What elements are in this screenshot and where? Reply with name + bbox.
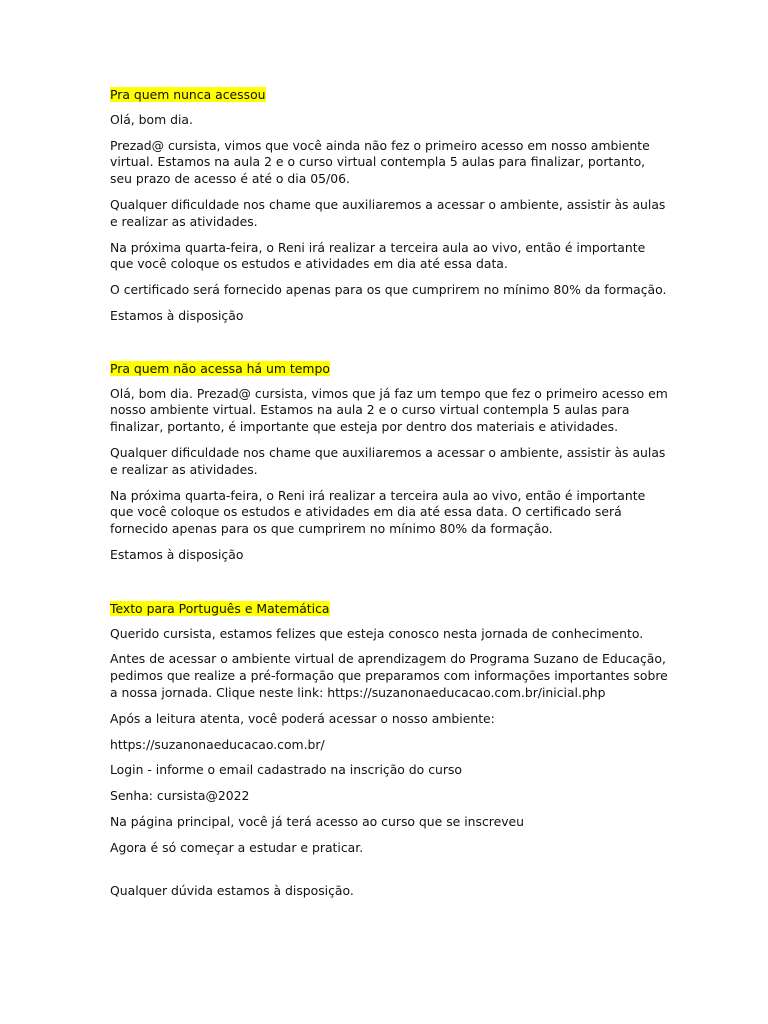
section-heading-portuguese-math: Texto para Português e Matemática <box>110 600 330 616</box>
paragraph: Olá, bom dia. Prezad@ cursista, vimos que já faz um tempo que fez o primeiro acesso em nosso ambiente virtual. Estamos na aula 2 e o curso virtual contempla 5 aulas para finalizar, portanto, é importante que esteja por dentro dos materiais e atividades. <box>110 385 668 435</box>
paragraph: Querido cursista, estamos felizes que esteja conosco nesta jornada de conhecimento. <box>110 625 644 641</box>
section-inactive-for-a-while <box>110 361 670 564</box>
section-heading-inactive: Pra quem não acessa há um tempo <box>110 360 330 376</box>
paragraph: Após a leitura atenta, você poderá acessar o nosso ambiente: <box>110 710 495 726</box>
spacer <box>110 334 670 361</box>
paragraph: Qualquer dificuldade nos chame que auxiliaremos a acessar o ambiente, assistir às aulas e realizar as atividades. <box>110 444 666 477</box>
paragraph: Prezad@ cursista, vimos que você ainda não fez o primeiro acesso em nosso ambiente virtual. Estamos na aula 2 e o curso virtual contempla 5 aulas para finalizar, portanto, seu prazo de acesso é até o dia 05/06. <box>110 137 650 187</box>
spacer <box>110 866 670 883</box>
paragraph: O certificado será fornecido apenas para os que cumprirem no mínimo 80% da formação. <box>110 282 667 298</box>
password-text: Senha: cursista@2022 <box>110 788 250 804</box>
paragraph: Qualquer dificuldade nos chame que auxiliaremos a acessar o ambiente, assistir às aulas e realizar as atividades. <box>110 196 666 229</box>
closing-line: Qualquer dúvida estamos à disposição. <box>110 882 354 898</box>
paragraph: Olá, bom dia. <box>110 111 193 127</box>
paragraph: Na próxima quarta-feira, o Reni irá realizar a terceira aula ao vivo, então é importante que você coloque os estudos e atividades em dia até essa data. <box>110 239 646 272</box>
login-instruction: Login - informe o email cadastrado na inscrição do curso <box>110 762 462 778</box>
section-portuguese-math <box>110 601 670 900</box>
paragraph: Estamos à disposição <box>110 546 244 562</box>
section-never-accessed <box>110 87 670 325</box>
url-text: https://suzanonaeducacao.com.br/ <box>110 736 325 752</box>
paragraph: Na próxima quarta-feira, o Reni irá realizar a terceira aula ao vivo, então é importante que você coloque os estudos e atividades em dia até essa data. O certificado será fornecido apenas para os que cumprirem no mínimo 80% da formação. <box>110 487 646 537</box>
paragraph: Agora é só começar a estudar e praticar. <box>110 839 364 855</box>
document-body <box>110 87 670 908</box>
paragraph: Na página principal, você já terá acesso ao curso que se inscreveu <box>110 813 525 829</box>
paragraph: Estamos à disposição <box>110 307 244 323</box>
section-heading-never-accessed: Pra quem nunca acessou <box>110 87 266 102</box>
spacer <box>110 573 670 601</box>
paragraph: Antes de acessar o ambiente virtual de aprendizagem do Programa Suzano de Educação, pedimos que realize a pré-formação que preparamos com informações importantes sobre a nossa jornada. Clique neste link: https://suzanonaeducacao.com.br/inicial.php <box>110 651 668 700</box>
